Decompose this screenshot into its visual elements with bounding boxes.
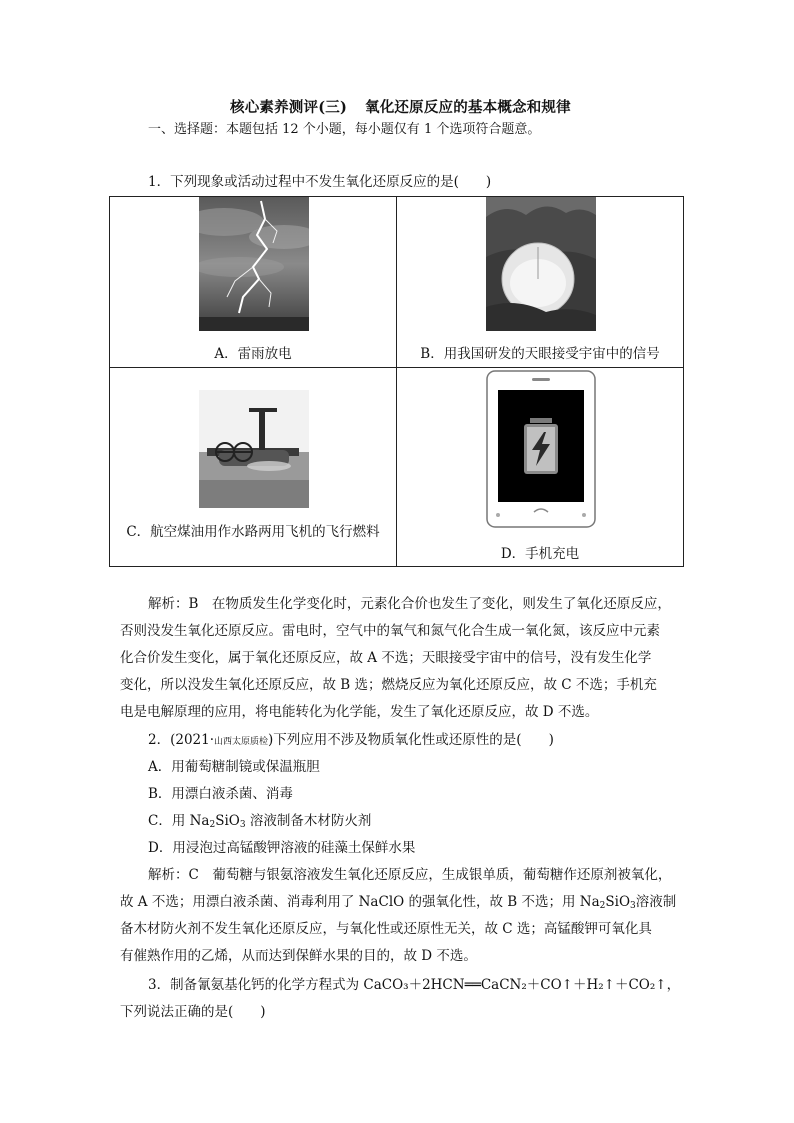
lightning-image	[199, 197, 309, 331]
q2-analysis-line-1: 解析：C 葡萄糖与银氨溶液发生氧化还原反应，生成银单质，葡萄糖作还原剂被氧化，	[148, 867, 672, 883]
title-part-1: 核心素养测评(三)	[230, 99, 348, 116]
source-label: 山西太原质检	[214, 737, 269, 747]
q2-option-c: C．用 $Na_2SiO_3$ 溶液制备木材防火剂	[148, 813, 372, 830]
title-part-2: 氧化还原反应的基本概念和规律	[365, 99, 571, 116]
q1-analysis-line-1: 解析：B 在物质发生化学变化时，元素化合价也发生了变化，则发生了氧化还原反应，	[148, 596, 671, 612]
q2-analysis-line-4: 有催熟作用的乙烯，从而达到保鲜水果的目的，故 D 不选。	[120, 948, 477, 964]
option-d-label: D．手机充电	[500, 546, 580, 562]
telescope-image	[486, 197, 596, 331]
option-a-label: A．雷雨放电	[214, 346, 292, 362]
q2-analysis-line-2: 故 A 不选；用漂白液杀菌、消毒利用了 NaClO 的强氧化性，故 B 不选；用 $Na_2SiO_3$溶液制	[120, 894, 677, 911]
phone-charging-image	[486, 370, 596, 528]
q1-analysis-line-2: 否则没发生氧化还原反应。雷电时，空气中的氧气和氮气化合生成一氧化氮，该反应中元素	[120, 623, 660, 639]
option-b-label: B．用我国研发的天眼接受宇宙中的信号	[420, 346, 660, 362]
seaplane-image	[199, 390, 309, 508]
question-1-options-table	[109, 196, 684, 567]
option-c-label: C．航空煤油用作水路两用飞机的飞行燃料	[126, 524, 380, 540]
option-d-cell	[397, 368, 684, 567]
page-title	[230, 96, 571, 117]
q1-analysis-line-4: 变化，所以没发生氧化还原反应，故 B 选；燃烧反应为氧化还原反应，故 C 不选；手机充	[120, 677, 657, 693]
option-c-cell	[110, 368, 397, 567]
q1-analysis-line-3: 化合价发生变化，属于氧化还原反应，故 A 不选；天眼接受宇宙中的信号，没有发生化学	[120, 650, 652, 666]
question-2-stem: 2．(2021·山西太原质检)下列应用不涉及物质氧化性或还原性的是( )	[148, 732, 554, 748]
q2-option-a: A．用葡萄糖制镜或保温瓶胆	[148, 759, 320, 775]
option-b-cell	[397, 197, 684, 368]
question-3-stem-line-1: 3．制备氰氨基化钙的化学方程式为 CaCO₃＋2HCN══CaCN₂＋CO↑＋H₂↑＋CO₂↑，	[148, 977, 681, 993]
q2-option-b: B．用漂白液杀菌、消毒	[148, 786, 293, 802]
option-a-cell	[110, 197, 397, 368]
section-heading: 一、选择题：本题包括 12 个小题，每小题仅有 1 个选项符合题意。	[148, 122, 541, 137]
question-3-stem-line-2: 下列说法正确的是( )	[120, 1004, 266, 1020]
q2-analysis-line-3: 备木材防火剂不发生氧化还原反应，与氧化性或还原性无关，故 C 选；高锰酸钾可氧化具	[120, 921, 652, 937]
q2-option-d: D．用浸泡过高锰酸钾溶液的硅藻土保鲜水果	[148, 840, 416, 856]
q1-analysis-line-5: 电是电解原理的应用，将电能转化为化学能，发生了氧化还原反应，故 D 不选。	[120, 704, 599, 720]
question-1-stem: 1．下列现象或活动过程中不发生氧化还原反应的是( )	[148, 174, 492, 190]
